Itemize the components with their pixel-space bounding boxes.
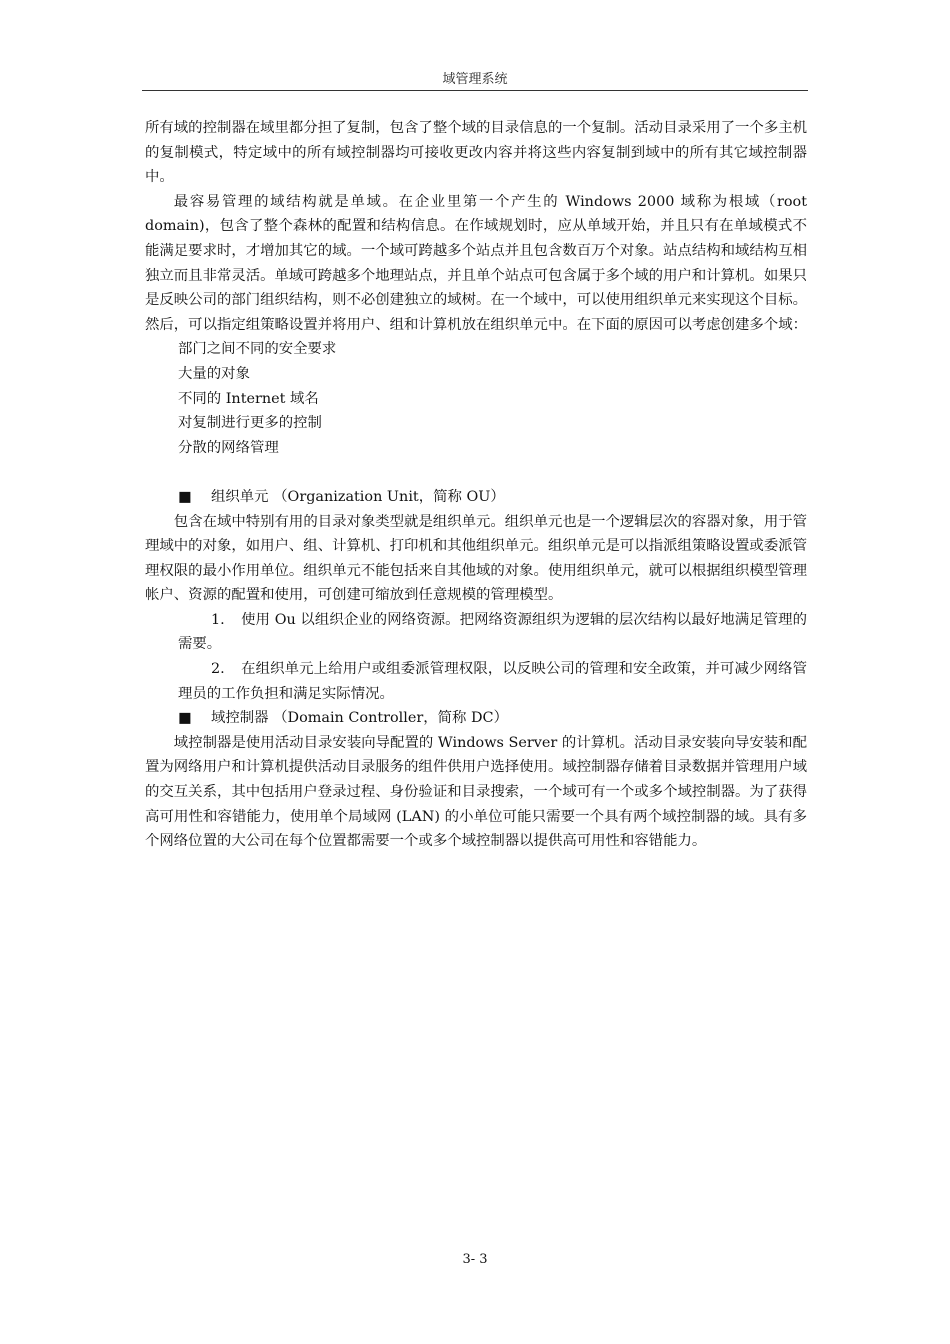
page-number: 3- 3 bbox=[462, 1252, 488, 1267]
paragraph-ou: 包含在域中特别有用的目录对象类型就是组织单元。组织单元也是一个逻辑层次的容器对象，用于管理域中的对象，如用户、组、计算机、打印机和其他组织单元。组织单元是可以指派组策略设置或委派管理权限的最小作用单位。组织单元不能包括来自其他域的对象。使用组织单元，就可以根据组织模型管理帐户、资源的配置和使用，可创建可缩放到任意规模的管理模型。 bbox=[145, 513, 807, 604]
square-bullet-icon: ■ bbox=[178, 710, 192, 727]
square-bullet-icon: ■ bbox=[178, 488, 192, 505]
section-heading-dc bbox=[145, 706, 807, 731]
list-item: 对复制进行更多的控制 bbox=[178, 415, 322, 432]
list-item: 分散的网络管理 bbox=[178, 439, 279, 456]
item-text: 使用 Ou 以组织企业的网络资源。把网络资源组织为逻辑的层次结构以最好地满足管理的需要。 bbox=[178, 611, 807, 653]
item-number: 2. bbox=[211, 661, 225, 678]
header-divider bbox=[142, 90, 808, 91]
numbered-item bbox=[145, 608, 807, 657]
running-header: 域管理系统 bbox=[442, 72, 508, 87]
heading-text: 组织单元 （Organization Unit，简称 OU） bbox=[211, 488, 505, 505]
document-body bbox=[145, 116, 807, 854]
spacer bbox=[145, 460, 807, 485]
item-text: 在组织单元上给用户或组委派管理权限，以反映公司的管理和安全政策，并可减少网络管理员的工作负担和满足实际情况。 bbox=[178, 661, 807, 702]
list-item: 部门之间不同的安全要求 bbox=[178, 341, 337, 358]
list-item: 大量的对象 bbox=[178, 365, 250, 382]
paragraph-replication: 所有域的控制器在域里都分担了复制，包含了整个域的目录信息的一个复制。活动目录采用了一个多主机的复制模式，特定域中的所有域控制器均可接收更改内容并将这些内容复制到域中的所有其它域控制器中。 bbox=[145, 120, 807, 186]
list-item: 不同的 Internet 域名 bbox=[178, 390, 319, 407]
section-heading-ou bbox=[145, 485, 807, 510]
item-number: 1. bbox=[211, 611, 225, 628]
reasons-list bbox=[145, 337, 807, 460]
paragraph-dc: 域控制器是使用活动目录安装向导配置的 Windows Server 的计算机。活动目录安装向导安装和配置为网络用户和计算机提供活动目录服务的组件供用户选择使用。域控制器存储着目录数据并管理用户域的交互关系，其中包括用户登录过程、身份验证和目录搜索，一个域可有一个或多个域控制器。为了获得高可用性和容错能力，使用单个局域网 (LAN) 的小单位可能只需要一个具有两个域控制器的域。具有多个网络位置的大公司在每个位置都需要一个或多个域控制器以提供高可用性和容错能力。 bbox=[145, 734, 807, 850]
paragraph-single-domain: 最容易管理的域结构就是单域。在企业里第一个产生的 Windows 2000 域称为根域（root domain)，包含了整个森林的配置和结构信息。在作域规划时，应从单域开始，并且只有在单域模式不能满足要求时，才增加其它的域。一个域可跨越多个站点并且包含数百万个对象。站点结构和域结构互相独立而且非常灵活。单域可跨越多个地理站点，并且单个站点可包含属于多个域的用户和计算机。如果只是反映公司的部门组织结构，则不必创建独立的域树。在一个域中，可以使用组织单元来实现这个目标。然后，可以指定组策略设置并将用户、组和计算机放在组织单元中。在下面的原因可以考虑创建多个域： bbox=[145, 193, 807, 333]
numbered-item bbox=[145, 657, 807, 706]
heading-text: 域控制器 （Domain Controller，简称 DC） bbox=[211, 710, 508, 727]
